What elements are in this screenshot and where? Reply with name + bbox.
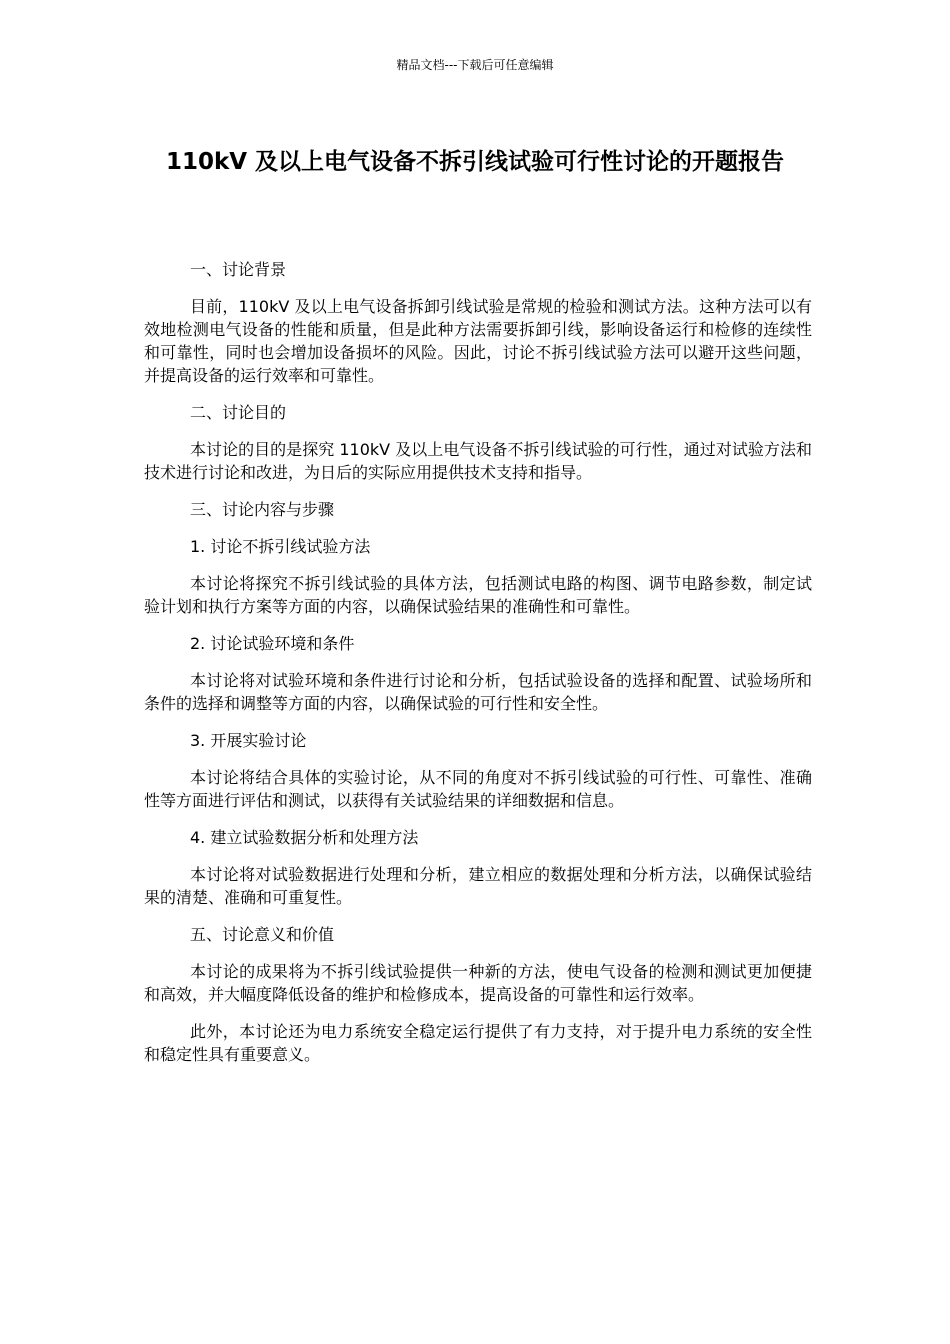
document-title: 110kV 及以上电气设备不拆引线试验可行性讨论的开题报告	[165, 149, 785, 175]
paragraph-experiment: 本讨论将结合具体的实验讨论，从不同的角度对不拆引线试验的可行性、可靠性、准确性等方面进行评估和测试，以获得有关试验结果的详细数据和信息。	[144, 768, 812, 810]
subheading-test-environment: 2. 讨论试验环境和条件	[190, 634, 355, 653]
paragraph-test-method: 本讨论将探究不拆引线试验的具体方法，包括测试电路的构图、调节电路参数，制定试验计划和执行方案等方面的内容，以确保试验结果的准确性和可靠性。	[144, 574, 812, 616]
paragraph-significance: 本讨论的成果将为不拆引线试验提供一种新的方法，使电气设备的检测和测试更加便捷和高效，并大幅度降低设备的维护和检修成本，提高设备的可靠性和运行效率。	[144, 962, 812, 1004]
paragraph-test-environment: 本讨论将对试验环境和条件进行讨论和分析，包括试验设备的选择和配置、试验场所和条件的选择和调整等方面的内容，以确保试验的可行性和安全性。	[144, 671, 812, 713]
subheading-experiment: 3. 开展实验讨论	[190, 731, 307, 750]
subheading-test-method: 1. 讨论不拆引线试验方法	[190, 537, 371, 556]
page-header: 精品文档---下载后可任意编辑	[396, 58, 554, 72]
paragraph-additional-significance: 此外，本讨论还为电力系统安全稳定运行提供了有力支持，对于提升电力系统的安全性和稳定性具有重要意义。	[144, 1022, 812, 1064]
section-heading-significance: 五、讨论意义和价值	[190, 925, 335, 944]
section-heading-purpose: 二、讨论目的	[190, 403, 287, 422]
document-body	[144, 258, 812, 1080]
paragraph-purpose: 本讨论的目的是探究 110kV 及以上电气设备不拆引线试验的可行性，通过对试验方法和技术进行讨论和改进，为日后的实际应用提供技术支持和指导。	[144, 440, 812, 482]
subheading-data-analysis: 4. 建立试验数据分析和处理方法	[190, 828, 419, 847]
section-heading-content-steps: 三、讨论内容与步骤	[190, 500, 335, 519]
section-heading-background: 一、讨论背景	[190, 260, 287, 279]
paragraph-background: 目前，110kV 及以上电气设备拆卸引线试验是常规的检验和测试方法。这种方法可以有效地检测电气设备的性能和质量，但是此种方法需要拆卸引线，影响设备运行和检修的连续性和可靠性，同时也会增加设备损坏的风险。因此，讨论不拆引线试验方法可以避开这些问题，并提高设备的运行效率和可靠性。	[144, 297, 812, 385]
paragraph-data-analysis: 本讨论将对试验数据进行处理和分析，建立相应的数据处理和分析方法，以确保试验结果的清楚、准确和可重复性。	[144, 865, 812, 907]
